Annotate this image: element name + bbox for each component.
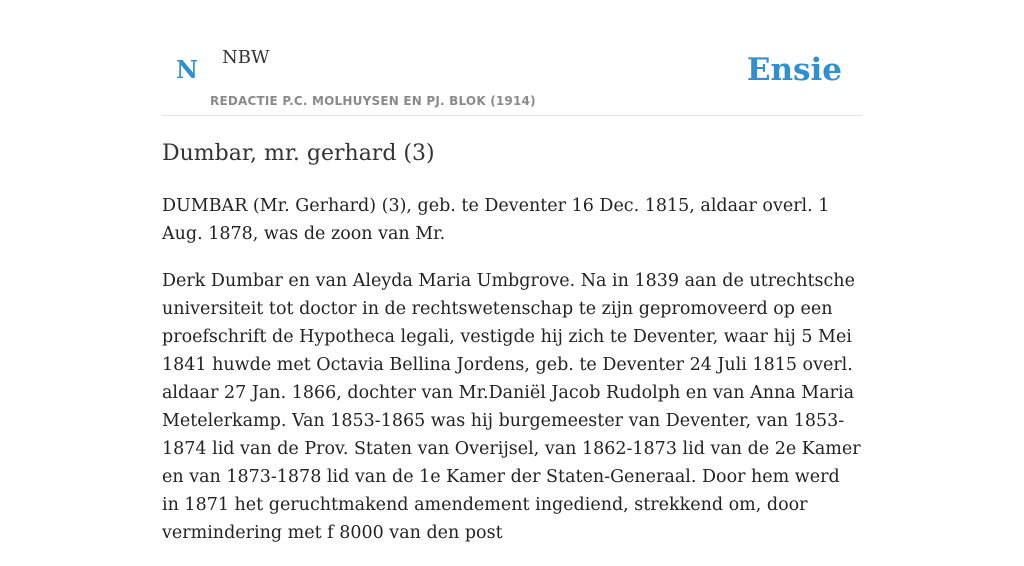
source-logo-letter[interactable]: N [176, 55, 198, 84]
brand-logo-link[interactable]: Ensie [746, 52, 842, 88]
source-editor: REDACTIE P.C. MOLHUYSEN EN PJ. BLOK (1914) [210, 94, 536, 108]
article-title: Dumbar, mr. gerhard (3) [162, 141, 435, 166]
article-body [162, 192, 862, 566]
article-paragraph: Derk Dumbar en van Aleyda Maria Umbgrove. Na in 1839 aan de utrechtsche universiteit tot doctor in de rechtswetenschap te zijn gepromoveerd op een proefschrift de Hypotheca legali, vestigde hij zich te Deventer, waar hij 5 Mei 1841 huwde met Octavia Bellina Jordens, geb. te Deventer 24 Juli 1815 overl. aldaar 27 Jan. 1866, dochter van Mr.Daniël Jacob Rudolph en van Anna Maria Metelerkamp. Van 1853-1865 was hij burgemeester van Deventer, van 1853-1874 lid van de Prov. Staten van Overijsel, van 1862-1873 lid van de 2e Kamer en van 1873-1878 lid van de 1e Kamer der Staten-Generaal. Door hem werd in 1871 het geruchtmakend amendement ingediend, strekkend om, door vermindering met f 8000 van den post [162, 271, 861, 543]
site-header [162, 0, 862, 116]
source-name[interactable]: NBW [222, 47, 270, 68]
article-paragraph: DUMBAR (Mr. Gerhard) (3), geb. te Deventer 16 Dec. 1815, aldaar overl. 1 Aug. 1878, was de zoon van Mr. [162, 196, 830, 244]
